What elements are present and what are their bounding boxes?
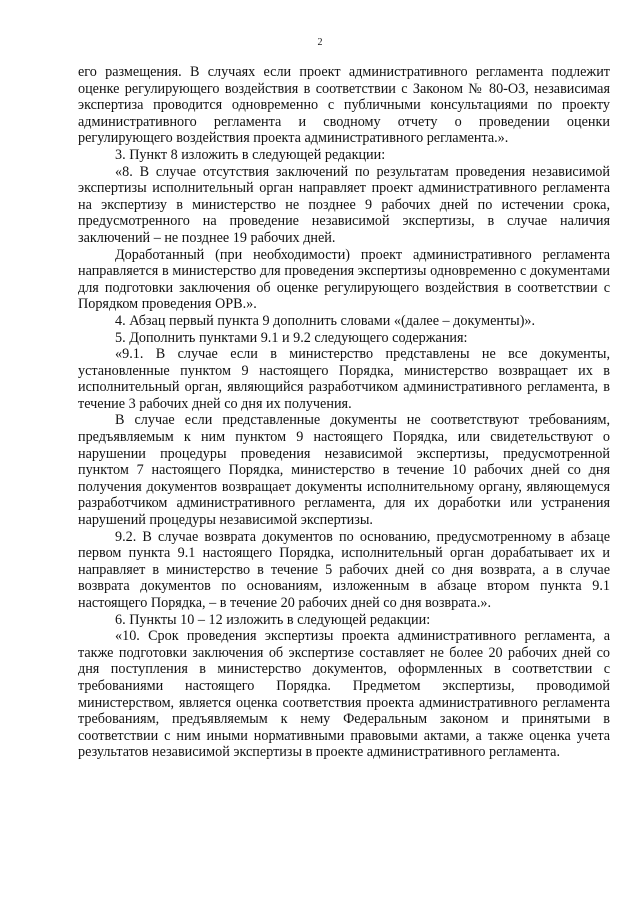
paragraph-point-8-revised: Доработанный (при необходимости) проект административного регламента направляется в министерство для проведения экспертизы одновременно с документами для подготовки заключения об оценке регулирующего воздействия в соответствии с Порядком проведения ОРВ.». — [78, 246, 610, 313]
paragraph-item-5: 5. Дополнить пунктами 9.1 и 9.2 следующего содержания: — [115, 329, 468, 346]
page-number: 2 — [317, 37, 323, 48]
paragraph-point-9-2: 9.2. В случае возврата документов по основанию, предусмотренному в абзаце первом пункта 9.1 настоящего Порядка, исполнительный орган дорабатывает их и направляет в министерство в течение 5 рабочих дней со дня возврата, а в случае возврата документов по основаниям, изложенным в абзаце втором пункта 9.1 настоящего Порядка, – в течение 20 рабочих дней со дня возврата.». — [78, 528, 610, 611]
paragraph-intro-continuation: его размещения. В случаях если проект административного регламента подлежит оценке регулирующего воздействия в соответствии с Законом № 80-ОЗ, независимая экспертиза проводится одновременно с публичными консультациями по проекту административного регламента и сводному отчету о проведении оценки регулирующего воздействия проекта административного регламента.». — [78, 64, 610, 147]
paragraph-point-10: «10. Срок проведения экспертизы проекта административного регламента, а также подготовки заключения об экспертизе составляет не более 20 рабочих дней со дня поступления в министерство документов, оформленных в соответствии с требованиями настоящего Порядка. Предметом экспертизы, проводимой министерством, является оценка соответствия проекта административного регламента требованиям, предъявляемым к нему Федеральным законом и принятыми в соответствии с ним иными нормативными правовыми актами, а также оценка учета результатов независимой экспертизы в проекте административного регламента. — [78, 628, 610, 761]
paragraph-item-6: 6. Пункты 10 – 12 изложить в следующей редакции: — [115, 611, 431, 628]
paragraph-item-3: 3. Пункт 8 изложить в следующей редакции: — [115, 146, 386, 163]
document-body — [78, 64, 610, 761]
paragraph-point-9-1: «9.1. В случае если в министерство представлены не все документы, установленные пунктом 9 настоящего Порядка, министерство возвращает их в исполнительный орган, являющийся разработчиком административного регламента, в течение 3 рабочих дней со дня их получения. — [78, 346, 610, 412]
paragraph-point-9-1-second: В случае если представленные документы не соответствуют требованиям, предъявляемым к ним пунктом 9 настоящего Порядка, или свидетельствуют о нарушении процедуры проведения независимой экспертизы, предусмотренной пунктом 7 настоящего Порядка, министерство в течение 10 рабочих дней со дня получения документов возвращает документы исполнительному органу, являющемуся разработчиком административного регламента, для их доработки или устранения нарушений процедуры независимой экспертизы. — [78, 412, 610, 529]
paragraph-point-8: «8. В случае отсутствия заключений по результатам проведения независимой экспертизы исполнительный орган направляет проект административного регламента на экспертизу в министерство не позднее 9 рабочих дней по истечении срока, предусмотренного на проведение независимой экспертизы, в случае наличия заключений – не позднее 19 рабочих дней. — [78, 163, 610, 246]
paragraph-item-4: 4. Абзац первый пункта 9 дополнить словами «(далее – документы)». — [115, 312, 536, 329]
